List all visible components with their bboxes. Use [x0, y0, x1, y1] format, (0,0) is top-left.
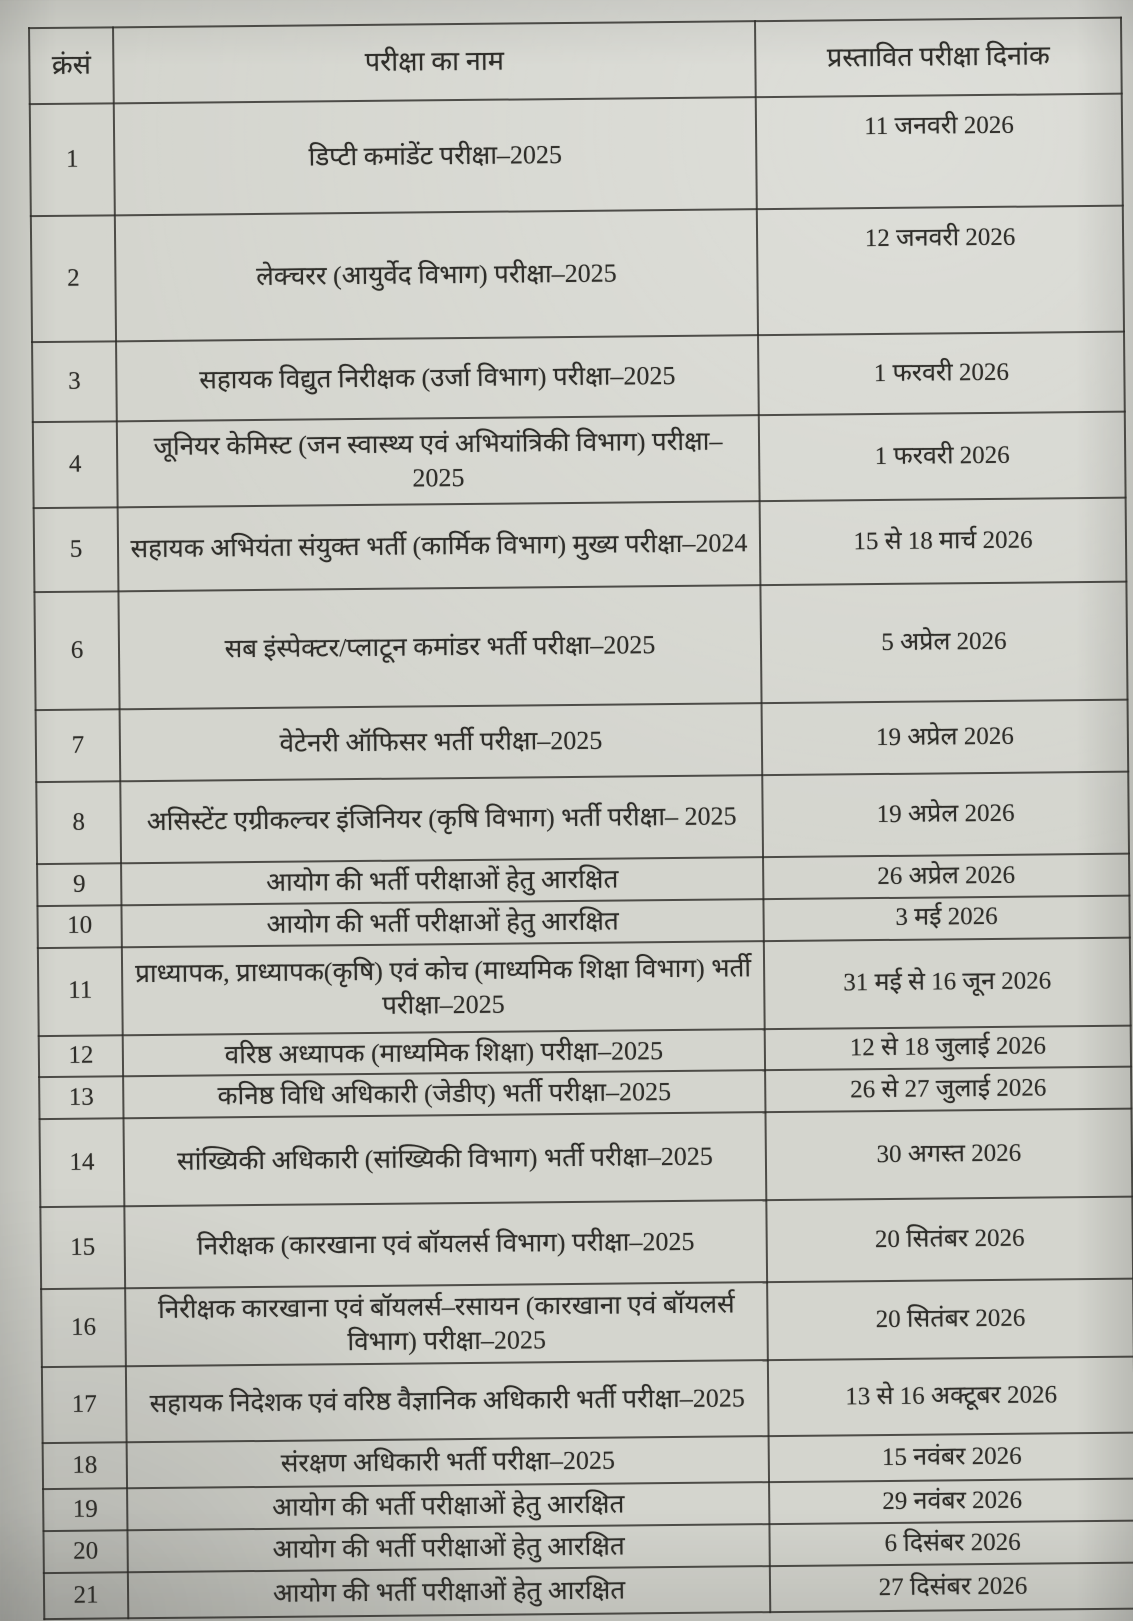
table-body [30, 94, 1133, 1619]
table-row [32, 332, 1125, 422]
exam-date-cell: 12 जनवरी 2026 [757, 206, 1124, 336]
serial-cell: 1 [30, 103, 115, 216]
serial-cell: 20 [43, 1530, 127, 1573]
exam-date-cell: 3 मई 2026 [763, 895, 1129, 940]
exam-schedule-table [28, 17, 1133, 1620]
exam-name-cell: प्राध्यापक, प्राध्यापक(कृषि) एवं कोच (माध्यमिक शिक्षा विभाग) भर्ती परीक्षा–2025 [122, 941, 765, 1035]
serial-cell: 21 [44, 1572, 128, 1619]
header-row [29, 18, 1122, 104]
exam-date-cell: 27 दिसंबर 2026 [770, 1562, 1133, 1612]
serial-cell: 18 [43, 1442, 127, 1489]
table-row [30, 94, 1123, 216]
exam-date-cell: 20 सितंबर 2026 [767, 1279, 1133, 1361]
exam-name-cell: सहायक विद्युत निरीक्षक (उर्जा विभाग) परीक्षा–2025 [116, 335, 759, 421]
serial-cell: 12 [39, 1035, 123, 1078]
serial-cell: 4 [33, 421, 118, 508]
serial-cell: 2 [31, 215, 116, 342]
serial-cell: 17 [42, 1366, 127, 1443]
exam-name-cell: आयोग की भर्ती परीक्षाओं हेतु आरक्षित [127, 1482, 769, 1530]
table-row [36, 772, 1129, 864]
table-row [34, 582, 1127, 710]
serial-cell: 15 [40, 1206, 125, 1289]
exam-date-cell: 19 अप्रेल 2026 [762, 700, 1129, 776]
exam-date-cell: 20 सितंबर 2026 [766, 1197, 1133, 1283]
exam-name-cell: सहायक निदेशक एवं वरिष्ठ वैज्ञानिक अधिकारी भर्ती परीक्षा–2025 [126, 1360, 769, 1442]
table-row [40, 1197, 1133, 1289]
exam-name-cell: वेटेनरी ऑफिसर भर्ती परीक्षा–2025 [120, 703, 763, 781]
exam-name-cell: आयोग की भर्ती परीक्षाओं हेतु आरक्षित [128, 1566, 770, 1618]
exam-name-cell: लेक्चरर (आयुर्वेद विभाग) परीक्षा–2025 [115, 209, 758, 341]
table-row [31, 206, 1124, 342]
serial-cell: 14 [40, 1118, 125, 1207]
table-row [36, 700, 1129, 782]
exam-date-cell: 31 मई से 16 जून 2026 [764, 937, 1131, 1029]
exam-name-cell: निरीक्षक कारखाना एवं बॉयलर्स–रसायन (कारखाना एवं बॉयलर्स विभाग) परीक्षा–2025 [125, 1282, 768, 1366]
exam-date-cell: 15 से 18 मार्च 2026 [760, 498, 1127, 586]
exam-date-cell: 11 जनवरी 2026 [756, 94, 1123, 210]
serial-cell: 13 [39, 1077, 123, 1120]
exam-date-cell: 30 अगस्त 2026 [765, 1109, 1132, 1201]
exam-name-cell: संरक्षण अधिकारी भर्ती परीक्षा–2025 [127, 1436, 769, 1488]
exam-name-cell: वरिष्ठ अध्यापक (माध्यमिक शिक्षा) परीक्षा–2025 [123, 1029, 765, 1077]
exam-date-cell: 12 से 18 जुलाई 2026 [765, 1025, 1131, 1070]
serial-cell: 10 [37, 905, 121, 948]
exam-date-cell: 15 नवंबर 2026 [769, 1433, 1133, 1483]
serial-cell: 9 [37, 863, 121, 906]
serial-cell: 7 [36, 709, 121, 782]
exam-date-cell: 13 से 16 अक्टूबर 2026 [768, 1357, 1133, 1437]
exam-name-cell: कनिष्ठ विधि अधिकारी (जेडीए) भर्ती परीक्षा–2025 [123, 1071, 765, 1119]
header-serial-number: क्रंसं [29, 27, 114, 104]
serial-cell: 6 [34, 591, 119, 710]
table-row [38, 937, 1131, 1035]
exam-date-cell: 19 अप्रेल 2026 [762, 772, 1129, 858]
exam-date-cell: 26 अप्रेल 2026 [763, 854, 1129, 899]
serial-cell: 8 [36, 781, 121, 864]
table-row [44, 1562, 1133, 1618]
table-row [42, 1357, 1133, 1443]
table-row [34, 498, 1127, 592]
serial-cell: 5 [34, 507, 119, 592]
exam-name-cell: निरीक्षक (कारखाना एवं बॉयलर्स विभाग) परीक्षा–2025 [124, 1200, 767, 1288]
exam-name-cell: असिस्टेंट एग्रीकल्चर इंजिनियर (कृषि विभाग) भर्ती परीक्षा– 2025 [120, 775, 763, 863]
serial-cell: 3 [32, 341, 117, 422]
table-row [41, 1279, 1133, 1367]
exam-name-cell: जूनियर केमिस्ट (जन स्वास्थ्य एवं अभियांत्रिकी विभाग) परीक्षा– 2025 [117, 415, 760, 507]
serial-cell: 11 [38, 947, 123, 1036]
exam-name-cell: सहायक अभियंता संयुक्त भर्ती (कार्मिक विभाग) मुख्य परीक्षा–2024 [118, 501, 761, 591]
exam-date-cell: 1 फरवरी 2026 [758, 332, 1125, 416]
serial-cell: 16 [41, 1288, 126, 1367]
exam-name-cell: डिप्टी कमांडेंट परीक्षा–2025 [114, 97, 757, 215]
exam-name-cell: सब इंस्पेक्टर/प्लाटून कमांडर भर्ती परीक्षा–2025 [118, 585, 761, 709]
exam-date-cell: 6 दिसंबर 2026 [769, 1521, 1133, 1566]
table-row [40, 1109, 1133, 1207]
exam-name-cell: सांख्यिकी अधिकारी (सांख्यिकी विभाग) भर्ती परीक्षा–2025 [124, 1112, 767, 1206]
exam-date-cell: 5 अप्रेल 2026 [760, 582, 1127, 704]
exam-date-cell: 29 नवंबर 2026 [769, 1479, 1133, 1524]
scanned-document [0, 17, 1133, 1621]
exam-name-cell: आयोग की भर्ती परीक्षाओं हेतु आरक्षित [121, 857, 763, 905]
exam-name-cell: आयोग की भर्ती परीक्षाओं हेतु आरक्षित [121, 899, 763, 947]
exam-name-cell: आयोग की भर्ती परीक्षाओं हेतु आरक्षित [127, 1524, 769, 1572]
header-exam-name: परीक्षा का नाम [113, 21, 756, 103]
serial-cell: 19 [43, 1488, 127, 1531]
exam-date-cell: 26 से 27 जुलाई 2026 [765, 1067, 1131, 1112]
header-proposed-exam-date: प्रस्तावित परीक्षा दिनांक [755, 18, 1122, 98]
table-row [33, 412, 1126, 508]
exam-date-cell: 1 फरवरी 2026 [759, 412, 1126, 502]
